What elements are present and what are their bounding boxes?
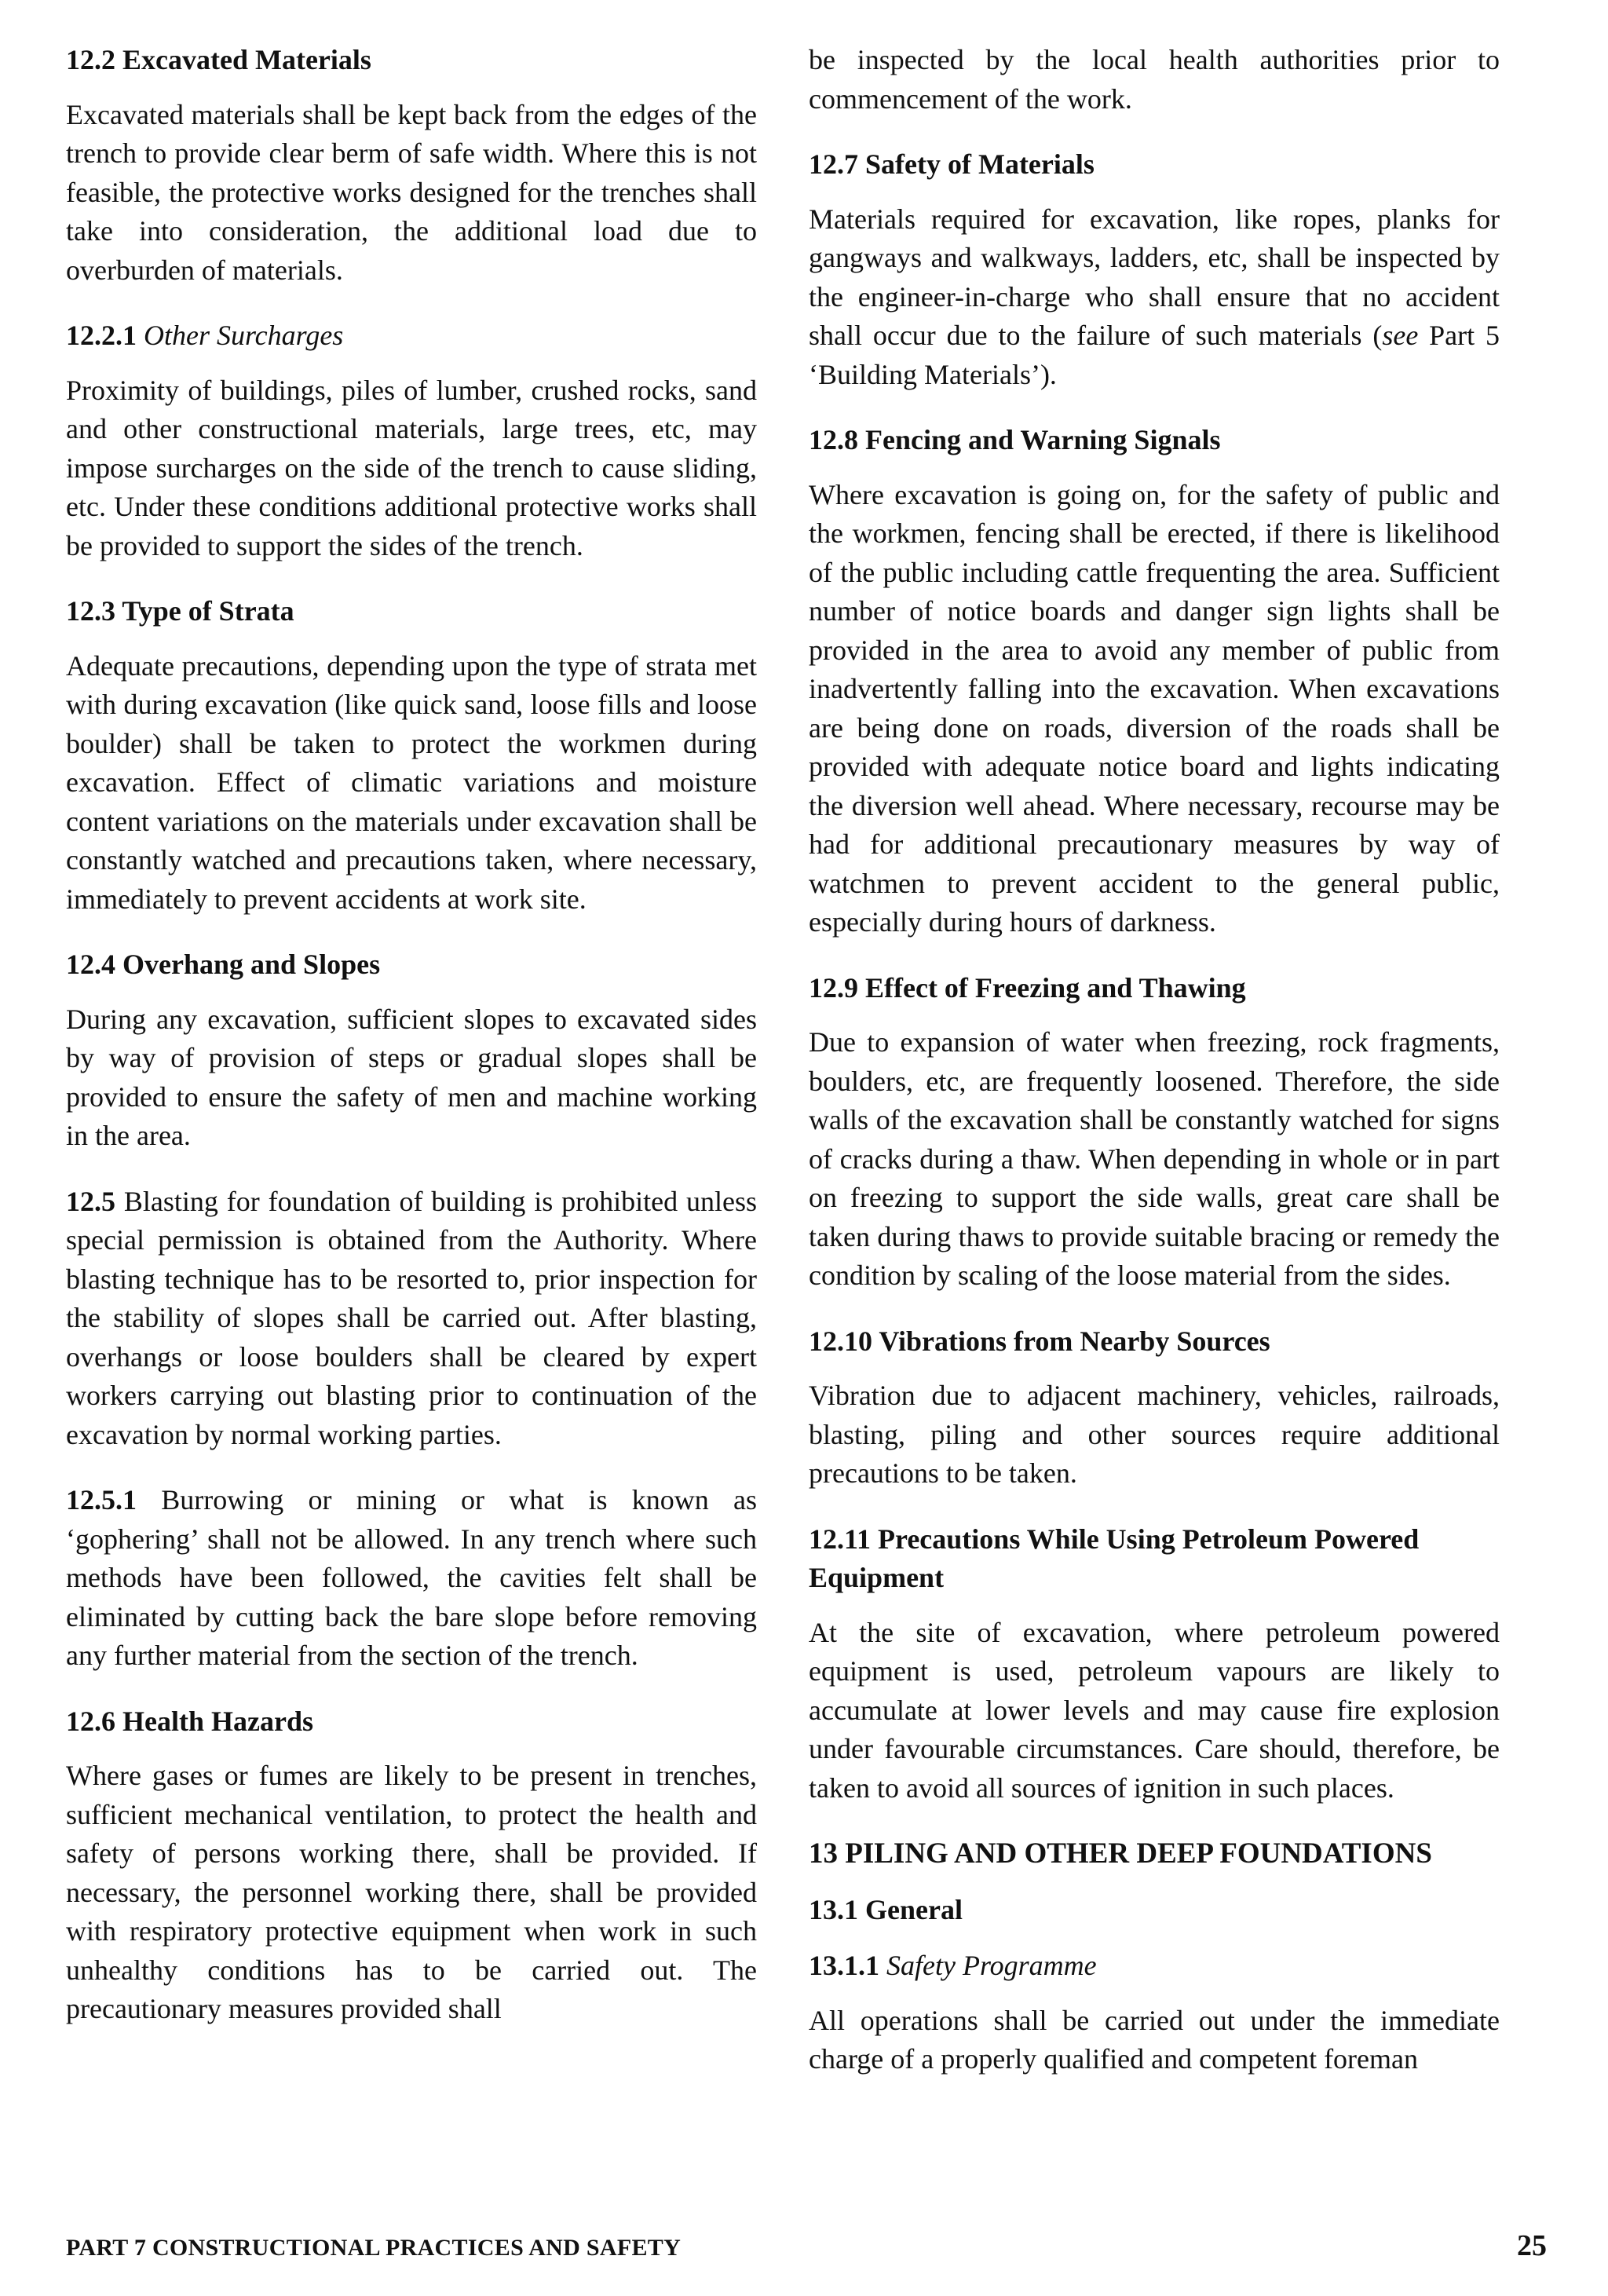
text-12-7-see: see bbox=[1382, 320, 1419, 351]
heading-12-4: 12.4 Overhang and Slopes bbox=[66, 949, 381, 980]
section-13-1-1 bbox=[809, 1947, 1500, 2079]
section-12-2 bbox=[66, 41, 757, 290]
text-12-7-a: Materials required for excavation, like ropes, planks for gangways and walkways, ladders, etc, shall be inspected by the engineer-in-charge who shall ensure that no accident shall occur due to the failure of such materials ( bbox=[809, 203, 1500, 351]
para-12-5-1 bbox=[66, 1481, 757, 1676]
heading-12-2-1 bbox=[66, 316, 757, 356]
para-12-4: During any excavation, sufficient slopes to excavated sides by way of provision of steps or gradual slopes shall be provided to ensure the safety of men and machine working in the area. bbox=[66, 1003, 757, 1151]
section-13 bbox=[809, 1834, 1500, 1874]
page-number: 25 bbox=[1517, 2229, 1547, 2262]
para-13-1-1: All operations shall be carried out under the immediate charge of a properly qualified and competent foreman bbox=[809, 2004, 1500, 2075]
section-12-7 bbox=[809, 145, 1500, 394]
section-12-6 bbox=[66, 1702, 757, 2029]
heading-13-1: 13.1 General bbox=[809, 1893, 963, 1925]
para-12-8: Where excavation is going on, for the safety of public and the workmen, fencing shall be erected, if there is likelihood of the public including cattle frequenting the area. Sufficient number of notice boards and danger sign lights shall be provided in the area to avoid any member of public from inadvertently falling into the excavation. When excavations are being done on roads, diversion of the roads shall be provided with adequate notice board and lights indicating the diversion well ahead. Where necessary, recourse may be had for additional precautionary measures by way of watchmen to prevent accident to the general public, especially during hours of darkness. bbox=[809, 478, 1500, 938]
para-12-5 bbox=[66, 1183, 757, 1455]
para-continuation: be inspected by the local health authorities prior to commencement of the work. bbox=[809, 44, 1500, 115]
text-12-7-b: Part 5 ‘Building Materials’). bbox=[809, 320, 1500, 390]
continuation bbox=[809, 41, 1500, 119]
num-12-5: 12.5 bbox=[66, 1185, 115, 1217]
heading-12-6: 12.6 Health Hazards bbox=[66, 1705, 313, 1737]
section-12-11 bbox=[809, 1520, 1500, 1808]
num-13-1-1: 13.1.1 bbox=[809, 1950, 879, 1981]
section-12-10 bbox=[809, 1322, 1500, 1493]
title-12-2-1: Other Surcharges bbox=[144, 320, 344, 351]
heading-12-9: 12.9 Effect of Freezing and Thawing bbox=[809, 971, 1246, 1004]
para-12-2: Excavated materials shall be kept back from the edges of the trench to provide clear berm of safe width. Where this is not feasible, the protective works designed for the trenches shall take into consideration, the additional load due to overburden of materials. bbox=[66, 98, 757, 286]
section-12-2-1 bbox=[66, 316, 757, 565]
section-12-9 bbox=[809, 969, 1500, 1296]
heading-13: 13 PILING AND OTHER DEEP FOUNDATIONS bbox=[809, 1837, 1432, 1870]
section-12-3 bbox=[66, 592, 757, 919]
section-12-5-1 bbox=[66, 1481, 757, 1676]
footer-title: PART 7 CONSTRUCTIONAL PRACTICES AND SAFETY bbox=[66, 2235, 682, 2261]
para-12-9: Due to expansion of water when freezing, rock fragments, boulders, etc, are frequently loosened. Therefore, the side walls of the excavation shall be constantly watched for signs of cracks during a thaw. When depending in whole or in part on freezing to support the side walls, great care shall be taken during thaws to provide suitable bracing or remedy the condition by scaling of the loose material from the sides. bbox=[809, 1026, 1500, 1291]
para-12-3: Adequate precautions, depending upon the type of strata met with during excavation (like quick sand, loose fills and loose boulder) shall be taken to protect the workmen during excavation. Effect of climatic variations and moisture content variations on the materials under excavation shall be constantly watched and precautions taken, where necessary, immediately to prevent accidents at work site. bbox=[66, 649, 757, 915]
heading-13-1-1 bbox=[809, 1947, 1500, 1986]
heading-12-11: 12.11 Precautions While Using Petroleum Powered Equipment bbox=[809, 1523, 1420, 1593]
num-12-5-1: 12.5.1 bbox=[66, 1484, 137, 1515]
heading-12-10: 12.10 Vibrations from Nearby Sources bbox=[809, 1325, 1270, 1357]
num-12-2-1: 12.2.1 bbox=[66, 320, 137, 351]
para-12-10: Vibration due to adjacent machinery, vehicles, railroads, blasting, piling and other sources require additional precautions to be taken. bbox=[809, 1380, 1500, 1489]
heading-12-3: 12.3 Type of Strata bbox=[66, 595, 294, 627]
right-column bbox=[809, 41, 1500, 2079]
heading-12-8: 12.8 Fencing and Warning Signals bbox=[809, 424, 1221, 455]
para-12-6: Where gases or fumes are likely to be present in trenches, sufficient mechanical ventilation, to protect the health and safety of persons working there, shall be provided. If necessary, the personnel working there, shall be provided with respiratory protective equipment when work in such unhealthy conditions has to be carried out. The precautionary measures provided shall bbox=[66, 1760, 757, 2024]
section-12-8 bbox=[809, 421, 1500, 942]
section-12-4 bbox=[66, 945, 757, 1156]
para-12-7 bbox=[809, 200, 1500, 395]
left-column bbox=[66, 41, 757, 2029]
text-12-5: Blasting for foundation of building is prohibited unless special permission is obtained from the Authority. Where blasting technique has to be resorted to, prior inspection for the stability of slopes shall be carried out. After blasting, overhangs or loose boulders shall be cleared by expert workers carrying out blasting prior to continuation of the excavation by normal working parties. bbox=[66, 1185, 758, 1450]
section-13-1 bbox=[809, 1891, 1500, 1930]
section-12-5 bbox=[66, 1183, 757, 1455]
text-12-5-1: Burrowing or mining or what is known as ‘gophering’ shall not be allowed. In any trench where such methods have been followed, the cavities felt shall be eliminated by cutting back the bare slope before removing any further material from the section of the trench. bbox=[66, 1484, 758, 1671]
para-12-2-1: Proximity of buildings, piles of lumber, crushed rocks, sand and other constructional materials, large trees, etc, may impose surcharges on the side of the trench to cause sliding, etc. Under these conditions additional protective works shall be provided to support the sides of the trench. bbox=[66, 374, 757, 561]
title-13-1-1: Safety Programme bbox=[886, 1950, 1097, 1981]
para-12-11: At the site of excavation, where petroleum powered equipment is used, petroleum vapours are likely to accumulate at lower levels and may cause fire explosion under favourable circumstances. Care should, therefore, be taken to avoid all sources of ignition in such places. bbox=[809, 1616, 1500, 1804]
heading-12-7: 12.7 Safety of Materials bbox=[809, 148, 1095, 180]
heading-12-2: 12.2 Excavated Materials bbox=[66, 44, 371, 75]
